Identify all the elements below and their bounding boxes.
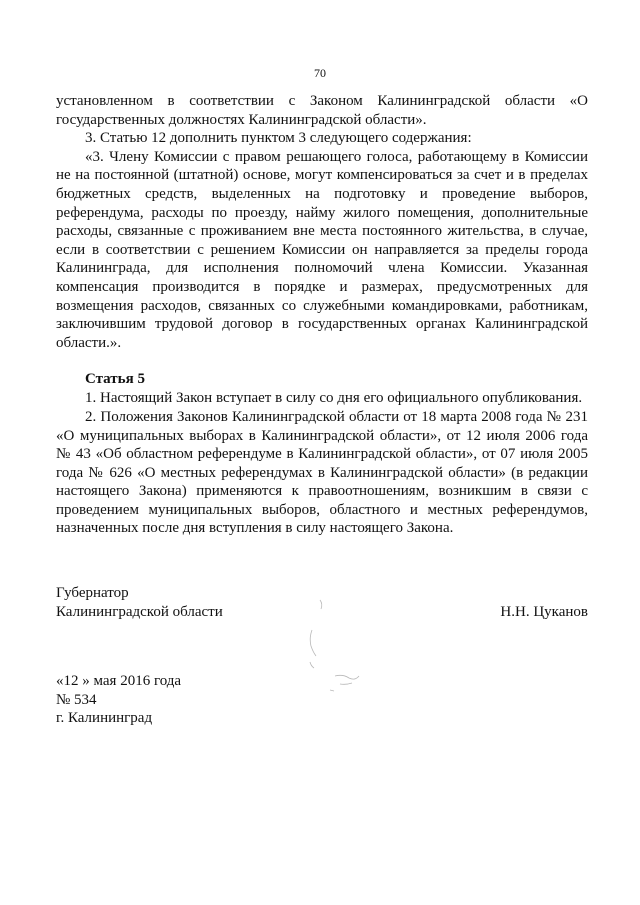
signature-title-line-1: Губернатор <box>56 585 129 601</box>
document-footer <box>56 672 181 728</box>
article-5-item-2: 2. Положения Законов Калининградской области от 18 марта 2008 года № 231 «О муниципальных выборах в Калининградской области», от 12 июля 2006 года № 43 «Об областном референдуме в Калининградской области», от 07 июля 2005 года № 626 «О местных референдумах в Калининградской области» (в редакции настоящего Закона) применяются к правоотношениям, возникшим в связи с проведением муниципальных выборов, областного и местных референдумов, назначенных после дня вступления в силу настоящего Закона. <box>56 408 588 537</box>
document-place: г. Калининград <box>56 710 153 727</box>
section-spacer <box>56 352 588 370</box>
page-number: 70 <box>314 66 326 80</box>
faint-stamp-mark <box>290 590 380 700</box>
signature-title-line-2: Калининградской области <box>56 603 223 620</box>
article-5-heading: Статья 5 <box>85 371 145 388</box>
document-number: № 534 <box>56 691 97 708</box>
document-date: «12 » мая 2016 года <box>56 673 182 689</box>
document-body <box>56 92 588 538</box>
article-5-item-1: 1. Настоящий Закон вступает в силу со дня его официального опубликования. <box>85 390 583 407</box>
paragraph-amendment-intro: 3. Статью 12 дополнить пунктом 3 следующего содержания: <box>85 130 472 147</box>
paragraph-amendment-text: «3. Члену Комиссии с правом решающего голоса, работающему в Комиссии не на постоянной (штатной) основе, могут компенсироваться за счет и в пределах бюджетных средств, выделенных на подготовку и проведение выборов, референдума, расходы по проезду, найму жилого помещения, дополнительные расходы, связанные с проживанием вне места постоянного жительства, в случае, если в соответствии с решением Комиссии он направляется за пределы города Калининграда, для исполнения полномочий члена Комиссии. Указанная компенсация производится в порядке и размерах, предусмотренных для возмещения расходов, связанных со служебными командировками, работникам, заключившим трудовой договор в государственных органах Калининградской области.». <box>56 148 588 351</box>
signatory-name: Н.Н. Цуканов <box>500 603 588 620</box>
paragraph-continuation: установленном в соответствии с Законом Калининградской области «О государственных должностях Калининградской области». <box>56 93 588 128</box>
